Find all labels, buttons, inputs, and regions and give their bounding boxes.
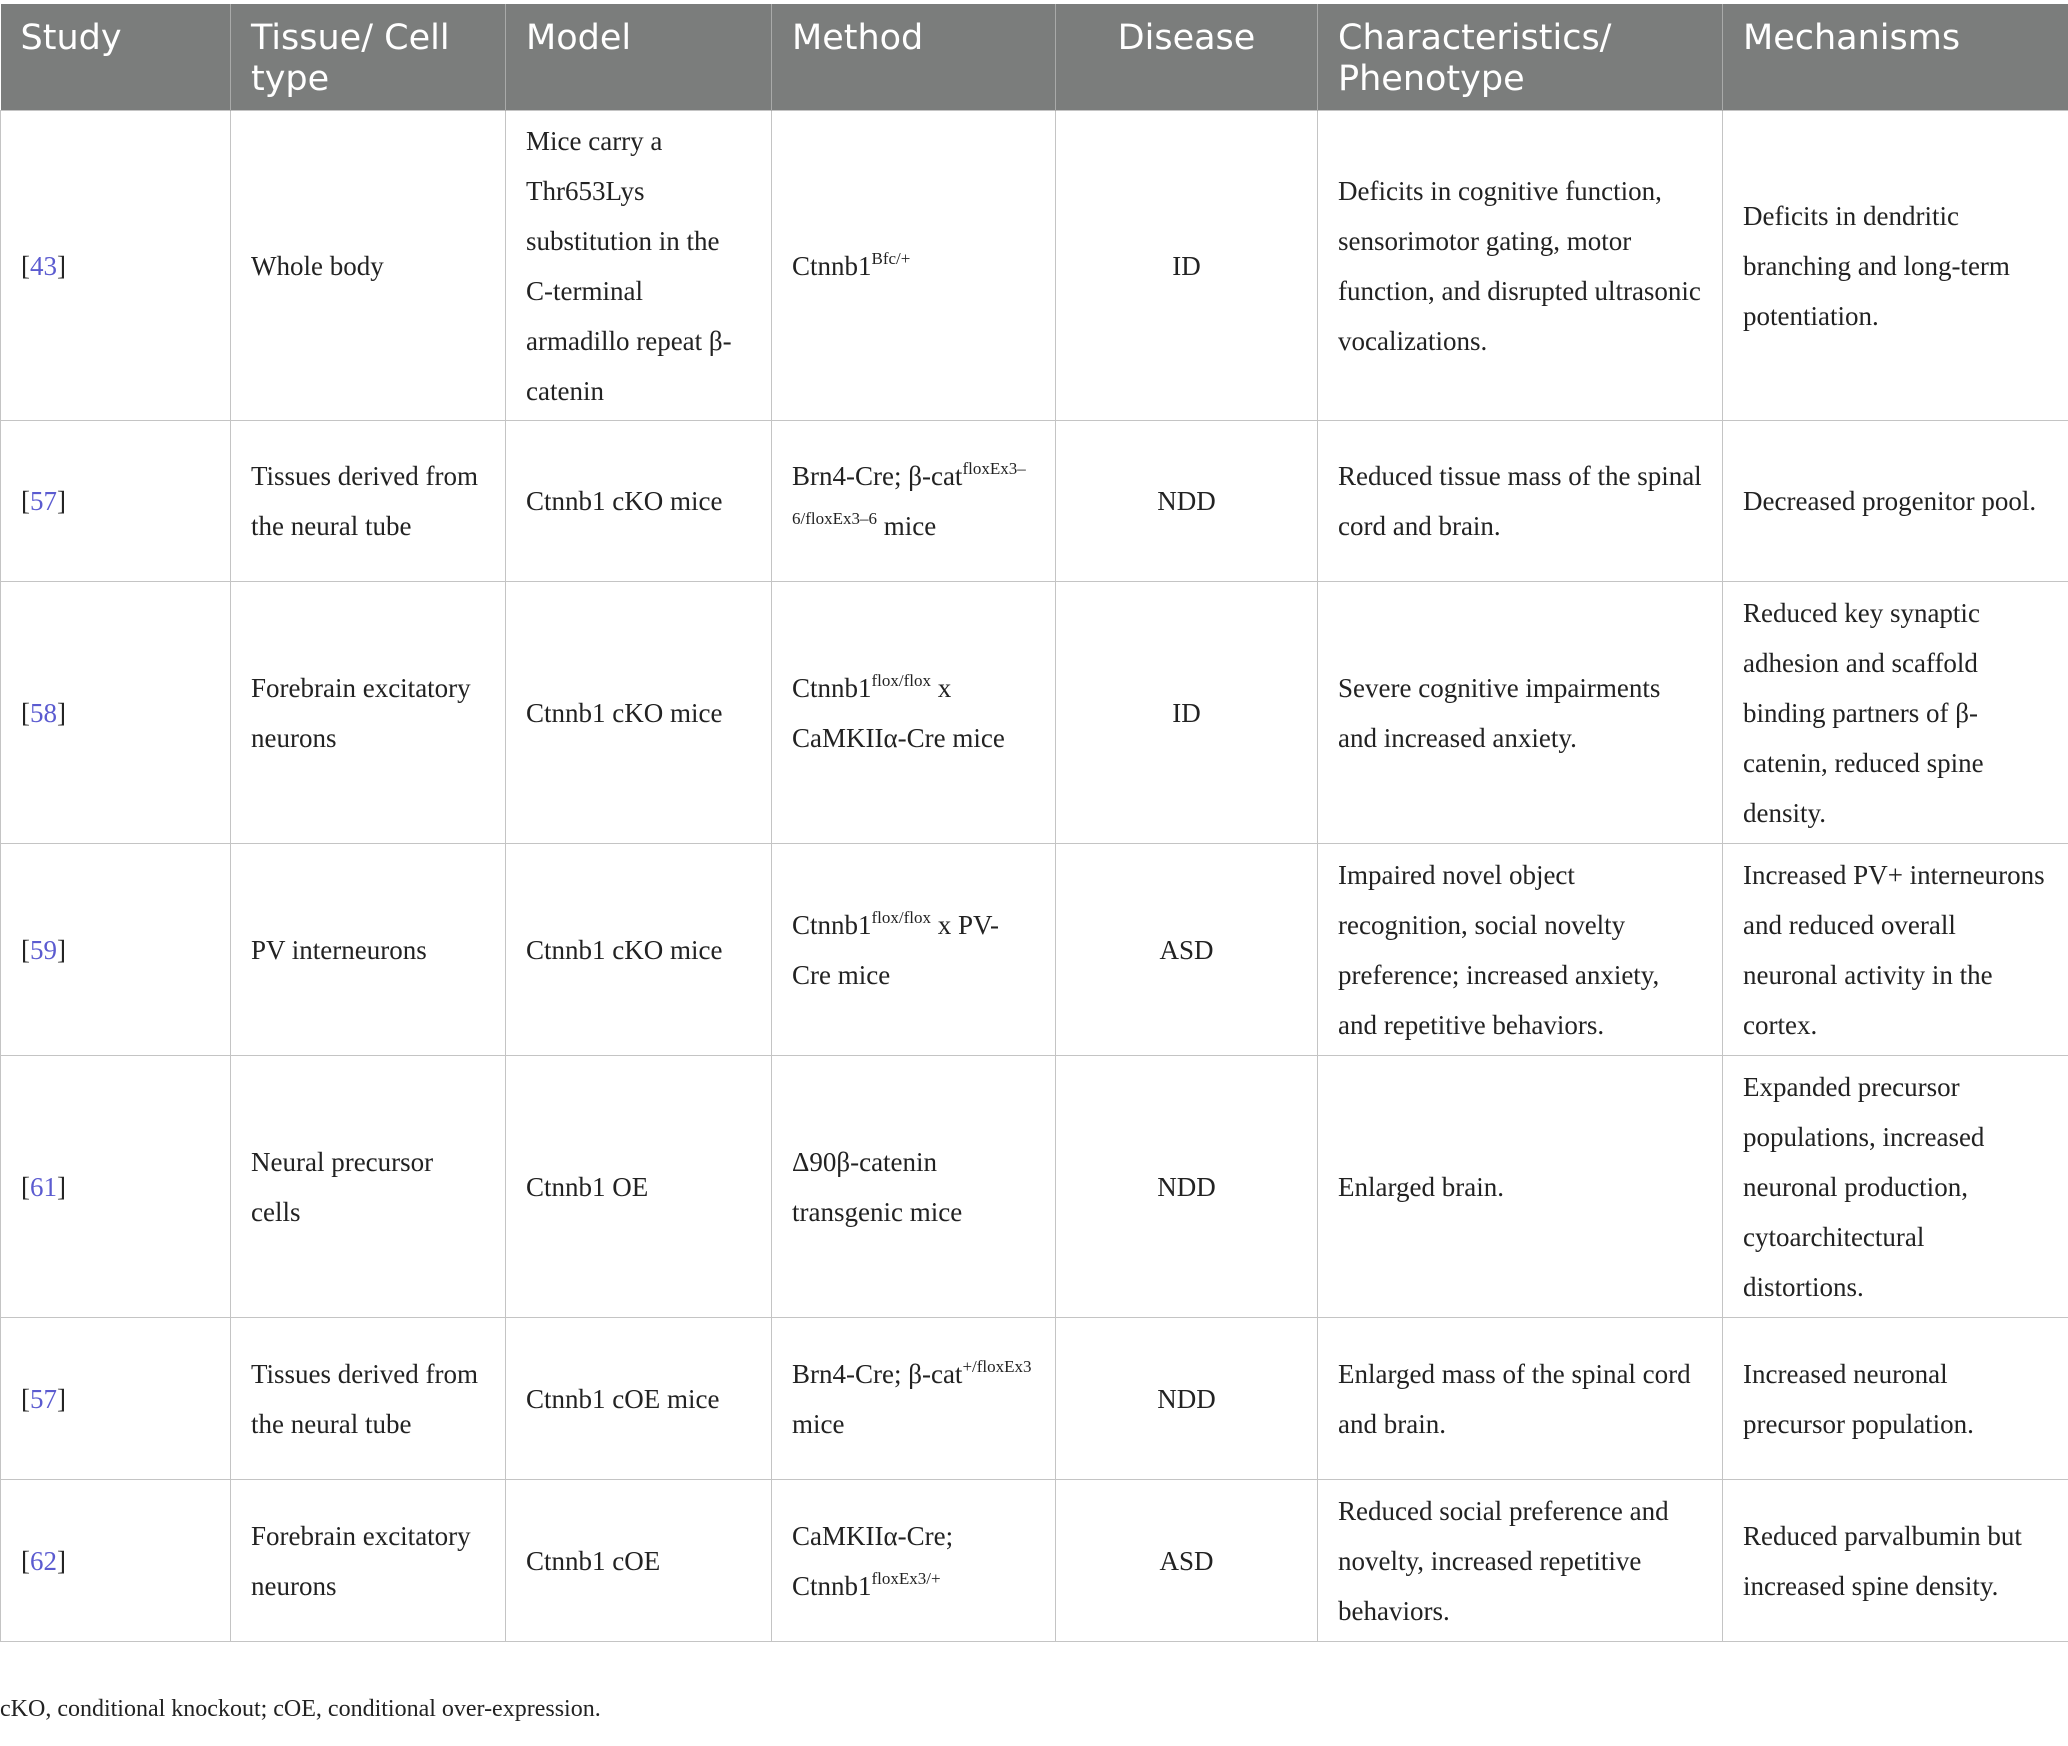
- disease-cell: NDD: [1056, 1318, 1318, 1480]
- model-cell: Ctnnb1 cOE: [506, 1480, 772, 1642]
- mechanism-cell: Increased neuronal precursor population.: [1723, 1318, 2068, 1480]
- disease-cell: NDD: [1056, 1056, 1318, 1318]
- table-footnote: cKO, conditional knockout; cOE, conditional over-expression.: [0, 1696, 601, 1722]
- model-cell: Mice carry a Thr653Lys substitution in the C-terminal armadillo repeat β-catenin: [506, 111, 772, 421]
- study-ref-link[interactable]: 58: [30, 697, 57, 728]
- table-header-row: [1, 4, 2068, 111]
- header-disease: Disease: [1056, 4, 1318, 111]
- method-superscript: floxEx3/+: [871, 1568, 941, 1588]
- study-ref-link[interactable]: 61: [30, 1171, 57, 1202]
- table-row: [1, 111, 2068, 421]
- study-ref-cell: [43]: [1, 111, 231, 421]
- study-table: [0, 4, 2068, 1642]
- method-cell: [772, 1056, 1056, 1318]
- tissue-cell: Forebrain excitatory neurons: [231, 1480, 506, 1642]
- study-ref-cell: [62]: [1, 1480, 231, 1642]
- header-mechanisms: Mechanisms: [1723, 4, 2068, 111]
- method-superscript: flox/flox: [871, 907, 932, 927]
- model-cell: Ctnnb1 OE: [506, 1056, 772, 1318]
- method-text: Δ90β-catenin transgenic mice: [792, 1146, 963, 1227]
- model-cell: Ctnnb1 cOE mice: [506, 1318, 772, 1480]
- method-cell: [772, 582, 1056, 844]
- study-ref-cell: [57]: [1, 1318, 231, 1480]
- study-ref-cell: [61]: [1, 1056, 231, 1318]
- table-row: [1, 421, 2068, 582]
- study-ref-cell: [57]: [1, 421, 231, 582]
- header-phenotype: Characteristics/ Phenotype: [1318, 4, 1723, 111]
- tissue-cell: Tissues derived from the neural tube: [231, 421, 506, 582]
- table-row: [1, 1480, 2068, 1642]
- phenotype-cell: Enlarged mass of the spinal cord and brain.: [1318, 1318, 1723, 1480]
- mechanism-cell: Increased PV+ interneurons and reduced overall neuronal activity in the cortex.: [1723, 844, 2068, 1056]
- tissue-cell: PV interneurons: [231, 844, 506, 1056]
- method-tail: mice: [877, 511, 937, 541]
- study-ref-link[interactable]: 59: [30, 934, 57, 965]
- method-text: Brn4-Cre; β-cat: [792, 1358, 963, 1389]
- phenotype-cell: Enlarged brain.: [1318, 1056, 1723, 1318]
- study-ref-link[interactable]: 57: [30, 486, 57, 516]
- method-tail: x CaMKIIα-Cre mice: [792, 672, 1005, 753]
- mechanism-cell: Decreased progenitor pool.: [1723, 421, 2068, 582]
- method-tail: mice: [792, 1408, 845, 1439]
- method-tail: x PV-Cre mice: [792, 909, 1000, 990]
- disease-cell: NDD: [1056, 421, 1318, 582]
- method-cell: [772, 1480, 1056, 1642]
- mechanism-cell: Expanded precursor populations, increased neuronal production, cytoarchitectural distortions.: [1723, 1056, 2068, 1318]
- header-method: Method: [772, 4, 1056, 111]
- method-cell: [772, 844, 1056, 1056]
- model-cell: Ctnnb1 cKO mice: [506, 844, 772, 1056]
- mechanism-cell: Reduced key synaptic adhesion and scaffold binding partners of β-catenin, reduced spine density.: [1723, 582, 2068, 844]
- phenotype-cell: Deficits in cognitive function, sensorimotor gating, motor function, and disrupted ultrasonic vocalizations.: [1318, 111, 1723, 421]
- tissue-cell: Whole body: [231, 111, 506, 421]
- mechanism-cell: Deficits in dendritic branching and long-term potentiation.: [1723, 111, 2068, 421]
- header-model: Model: [506, 4, 772, 111]
- disease-cell: ASD: [1056, 844, 1318, 1056]
- table-row: [1, 1056, 2068, 1318]
- study-ref-link[interactable]: 57: [30, 1383, 57, 1414]
- method-text: Brn4-Cre; β-cat: [792, 461, 963, 491]
- method-text: CaMKIIα-Cre; Ctnnb1: [792, 1520, 954, 1601]
- study-ref-cell: [58]: [1, 582, 231, 844]
- phenotype-cell: Reduced social preference and novelty, increased repetitive behaviors.: [1318, 1480, 1723, 1642]
- tissue-cell: Tissues derived from the neural tube: [231, 1318, 506, 1480]
- table-row: [1, 1318, 2068, 1480]
- method-text: Ctnnb1: [792, 672, 872, 703]
- method-cell: [772, 1318, 1056, 1480]
- method-superscript: Bfc/+: [871, 248, 911, 268]
- phenotype-cell: Impaired novel object recognition, social novelty preference; increased anxiety, and repetitive behaviors.: [1318, 844, 1723, 1056]
- header-tissue: Tissue/ Cell type: [231, 4, 506, 111]
- model-cell: Ctnnb1 cKO mice: [506, 582, 772, 844]
- tissue-cell: Neural precursor cells: [231, 1056, 506, 1318]
- study-ref-link[interactable]: 43: [30, 250, 57, 281]
- disease-cell: ID: [1056, 111, 1318, 421]
- method-superscript: +/floxEx3: [962, 1356, 1032, 1376]
- method-text: Ctnnb1: [792, 250, 872, 281]
- disease-cell: ID: [1056, 582, 1318, 844]
- table-row: [1, 844, 2068, 1056]
- table-row: [1, 582, 2068, 844]
- model-cell: Ctnnb1 cKO mice: [506, 421, 772, 582]
- header-study: Study: [1, 4, 231, 111]
- method-cell: [772, 421, 1056, 582]
- method-cell: [772, 111, 1056, 421]
- method-superscript: flox/flox: [871, 670, 932, 690]
- disease-cell: ASD: [1056, 1480, 1318, 1642]
- study-ref-link[interactable]: 62: [30, 1545, 57, 1576]
- method-text: Ctnnb1: [792, 909, 872, 940]
- method-superscript: floxEx3–6/floxEx3–6: [792, 459, 1026, 528]
- study-ref-cell: [59]: [1, 844, 231, 1056]
- mechanism-cell: Reduced parvalbumin but increased spine density.: [1723, 1480, 2068, 1642]
- tissue-cell: Forebrain excitatory neurons: [231, 582, 506, 844]
- phenotype-cell: Reduced tissue mass of the spinal cord and brain.: [1318, 421, 1723, 582]
- phenotype-cell: Severe cognitive impairments and increased anxiety.: [1318, 582, 1723, 844]
